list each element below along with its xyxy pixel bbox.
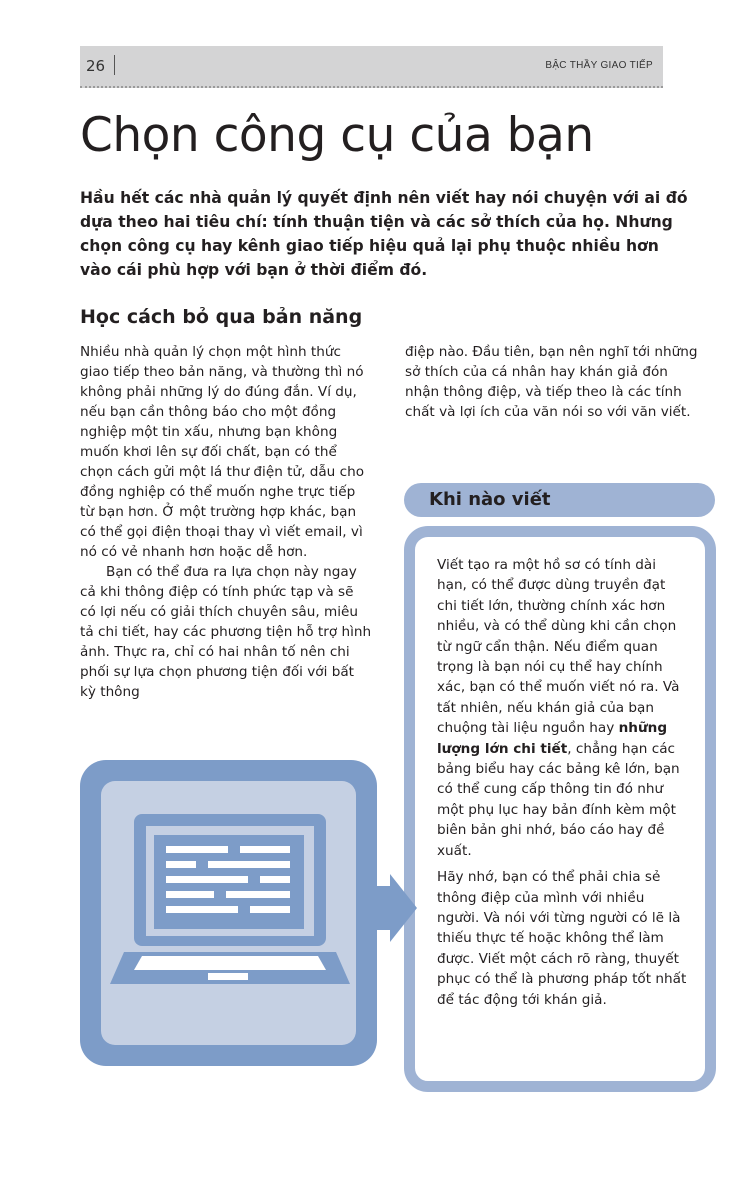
page-number: 26	[86, 57, 106, 75]
when-to-write-text	[437, 555, 689, 1016]
page-header	[80, 46, 663, 88]
section-heading: Học cách bỏ qua bản năng	[80, 306, 363, 328]
when-to-write-tab	[404, 483, 715, 517]
arrow-icon	[376, 874, 417, 942]
body-paragraph-1: Nhiều nhà quản lý chọn một hình thức giao tiếp theo bản năng, và thường thì nó không phải những lý do đúng đắn. Ví dụ, nếu bạn cần thông báo cho một đồng nghiệp một tin xấu, nhưng bạn không muốn khơi lên sự đối chất, bạn có thể chọn cách gửi một lá thư điện tử, dẫu cho đồng nghiệp có thể muốn nghe trực tiếp từ bạn hơn. Ở một trường hợp khác, bạn có thể gọi điện thoại thay vì viết email, vì nó có vẻ nhanh hơn hoặc dễ hơn.	[80, 344, 365, 560]
when-to-write-label: Khi nào viết	[429, 489, 551, 510]
body-paragraph-3: điệp nào. Đầu tiên, bạn nên nghĩ tới những sở thích của cá nhân hay khán giả đón nhận thông điệp, và tiếp theo là các tính chất và lợi ích của văn nói so với văn viết.	[405, 344, 698, 420]
page-title: Chọn công cụ của bạn	[80, 108, 594, 163]
left-column	[80, 342, 372, 702]
laptop-illustration	[80, 760, 417, 1066]
running-title: BẬC THẦY GIAO TIẾP	[545, 60, 653, 71]
right-column	[405, 342, 705, 422]
laptop-icon	[110, 814, 350, 984]
header-divider	[114, 55, 115, 75]
body-paragraph-2: Bạn có thể đưa ra lựa chọn này ngay cả khi thông điệp có tính phức tạp và sẽ có lợi nếu có giải thích chuyên sâu, miêu tả chi tiết, hay các phương tiện hỗ trợ hình ảnh. Thực ra, chỉ có hai nhân tố nên chi phối sự lựa chọn phương tiện đối với bất kỳ thông	[80, 564, 372, 700]
box-paragraph-2: Hãy nhớ, bạn có thể phải chia sẻ thông điệp của mình với nhiều người. Và nói với từng người có lẽ là thiếu thực tế hoặc không thể làm được. Viết một cách rõ ràng, thuyết phục có thể là phương pháp tốt nhất để tác động tới khán giả.	[437, 869, 687, 1008]
bold-phrase: những lượng lớn chi tiết	[437, 720, 668, 757]
box-paragraph-1: Viết tạo ra một hồ sơ có tính dài hạn, có thể được dùng truyền đạt chi tiết lớn, thường chính xác hơn nhiều, và có thể dùng khi cần chọn từ ngữ cẩn thận. Nếu điểm quan trọng là bạn nói cụ thể hay chính xác, bạn có thể muốn viết nó ra. Và tất nhiên, nếu khán giả của bạn chuộng tài liệu nguồn hay những lượng lớn chi tiết, chẳng hạn các bảng biểu hay các bảng kê lớn, bạn có thể cung cấp thông tin đó như một phụ lục hay bản đính kèm một biên bản ghi nhớ, báo cáo hay đề xuất.	[437, 557, 680, 859]
intro-paragraph: Hầu hết các nhà quản lý quyết định nên viết hay nói chuyện với ai đó dựa theo hai tiêu chí: tính thuận tiện và các sở thích của họ. Nhưng chọn công cụ hay kênh giao tiếp hiệu quả lại phụ thuộc nhiều hơn vào cái phù hợp với bạn ở thời điểm đó.	[80, 189, 688, 279]
when-to-write-box	[404, 526, 716, 1092]
